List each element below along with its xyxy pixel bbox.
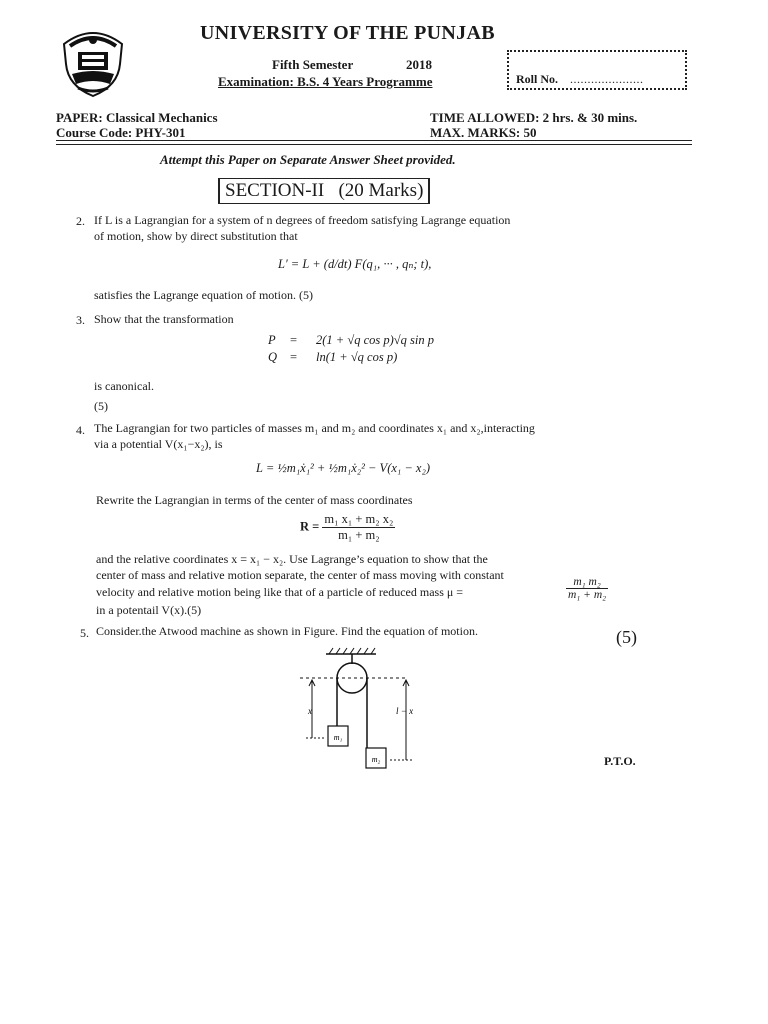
roll-number-label: Roll No.: [516, 72, 558, 86]
q5-marks: (5): [616, 627, 637, 647]
q4-R-lhs: R =: [300, 519, 320, 534]
q4-mu-numerator: m₁ m₂: [566, 576, 608, 589]
q3-eq1-lhs: P: [268, 333, 276, 347]
header-divider-second: [56, 144, 692, 145]
ceiling-hatch: [329, 648, 375, 654]
l-minus-x-label: l − x: [396, 706, 414, 716]
q4-R-denominator: m₁ + m₂: [338, 528, 380, 542]
q4-reduced-mass-fraction: [566, 576, 608, 601]
q4-R-equation: [300, 512, 395, 543]
q4-R-fraction: [322, 512, 395, 543]
q3-eq2-rhs: ln(1 + √q cos p): [316, 350, 398, 364]
semester: Fifth Semester: [272, 57, 354, 72]
course-code: Course Code: PHY-301: [56, 125, 186, 140]
question-number: 5.: [80, 626, 89, 640]
q4-text-line7: in a potentail V(x).(5): [96, 603, 202, 617]
mass-m1-label: m₁: [333, 733, 343, 742]
q2-text-line2: of motion, show by direct substitution that: [94, 229, 298, 243]
q2-equation: L′ = L + (d/dt) F(q₁, ··· , qₙ; t),: [278, 257, 432, 271]
question-number: 3.: [76, 313, 85, 327]
max-marks: MAX. MARKS: 50: [430, 125, 537, 140]
q4-text-line1: The Lagrangian for two particles of masses m₁ and m₂ and coordinates x₁ and x₂,interacting: [94, 421, 535, 435]
q4-text-line5: center of mass and relative motion separate, the center of mass moving with constant: [96, 568, 504, 582]
question-number: 2.: [76, 214, 85, 228]
university-crest-logo: [58, 24, 128, 98]
q3-text-line2: is canonical.: [94, 379, 154, 393]
university-title: UNIVERSITY OF THE PUNJAB: [200, 22, 495, 44]
q4-lagrangian-equation: L = ½m₁ẋ₁² + ½m₁ẋ₂² − V(x₁ − x₂): [256, 461, 430, 475]
roll-number-blank: .....................: [570, 72, 644, 86]
q4-text-line2: via a potential V(x₁−x₂), is: [94, 437, 223, 451]
section-heading: SECTION-II (20 Marks): [218, 178, 430, 204]
time-allowed: TIME ALLOWED: 2 hrs. & 30 mins.: [430, 110, 638, 125]
mass-m2-label: m₂: [371, 755, 381, 764]
atwood-machine-figure: [296, 644, 426, 774]
q3-eq2-lhs: Q: [268, 350, 278, 364]
please-turn-over: P.T.O.: [604, 754, 636, 768]
question-number: 4.: [76, 423, 85, 437]
q3-eq2-equals: =: [290, 350, 298, 364]
x-label: x: [308, 706, 312, 716]
q2-text-line3: satisfies the Lagrange equation of motion. (5): [94, 288, 313, 302]
q5-text-line1: Consider.the Atwood machine as shown in Figure. Find the equation of motion.: [96, 624, 478, 638]
q2-text-line1: If L is a Lagrangian for a system of n degrees of freedom satisfying Lagrange equation: [94, 213, 511, 227]
header-divider: [56, 140, 692, 141]
q4-text-line4: and the relative coordinates x = x₁ − x₂. Use Lagrange’s equation to show that the: [96, 552, 488, 566]
q3-marks: (5): [94, 399, 108, 413]
q4-mu-denominator: m₁ + m₂: [568, 589, 607, 601]
q3-text-line1: Show that the transformation: [94, 312, 234, 326]
q3-eq1-equals: =: [290, 333, 298, 347]
instruction: Attempt this Paper on Separate Answer Sheet provided.: [160, 152, 456, 167]
exam-year: 2018: [406, 57, 432, 72]
q4-text-line6: velocity and relative motion being like that of a particle of reduced mass μ =: [96, 585, 464, 599]
q4-R-numerator: m₁ x₁ + m₂ x₂: [324, 512, 394, 526]
q4-text-line3: Rewrite the Lagrangian in terms of the center of mass coordinates: [96, 493, 413, 507]
q3-eq1-rhs: 2(1 + √q cos p)√q sin p: [316, 333, 434, 347]
paper-name: PAPER: Classical Mechanics: [56, 110, 218, 125]
examination-title: Examination: B.S. 4 Years Programme: [218, 74, 433, 89]
